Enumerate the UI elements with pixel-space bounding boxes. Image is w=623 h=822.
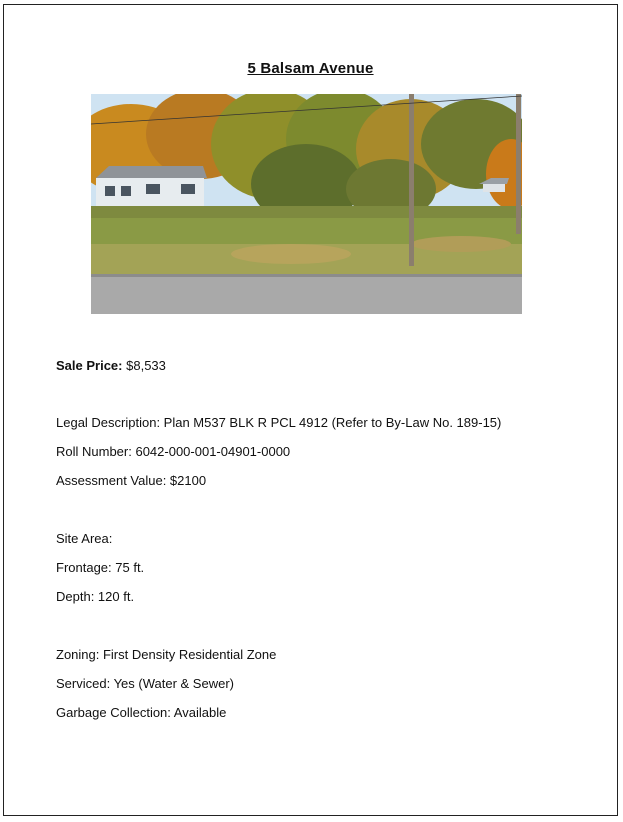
site-area: Site Area: bbox=[56, 531, 113, 546]
sale-price-line bbox=[56, 358, 166, 373]
depth: Depth: 120 ft. bbox=[56, 589, 135, 604]
roll-number: Roll Number: 6042-000-001-04901-0000 bbox=[56, 444, 291, 459]
sale-price-label: Sale Price: bbox=[56, 358, 123, 373]
property-title: 5 Balsam Avenue bbox=[247, 60, 374, 77]
frontage: Frontage: 75 ft. bbox=[56, 560, 145, 575]
document-page bbox=[3, 4, 618, 816]
sale-price-value: $8,533 bbox=[126, 358, 166, 373]
zoning: Zoning: First Density Residential Zone bbox=[56, 647, 277, 662]
legal-description: Legal Description: Plan M537 BLK R PCL 4912 (Refer to By-Law No. 189-15) bbox=[56, 415, 502, 430]
assessment-value: Assessment Value: $2100 bbox=[56, 473, 207, 488]
serviced: Serviced: Yes (Water & Sewer) bbox=[56, 676, 234, 691]
garbage-collection: Garbage Collection: Available bbox=[56, 705, 227, 720]
property-photo bbox=[91, 94, 522, 314]
